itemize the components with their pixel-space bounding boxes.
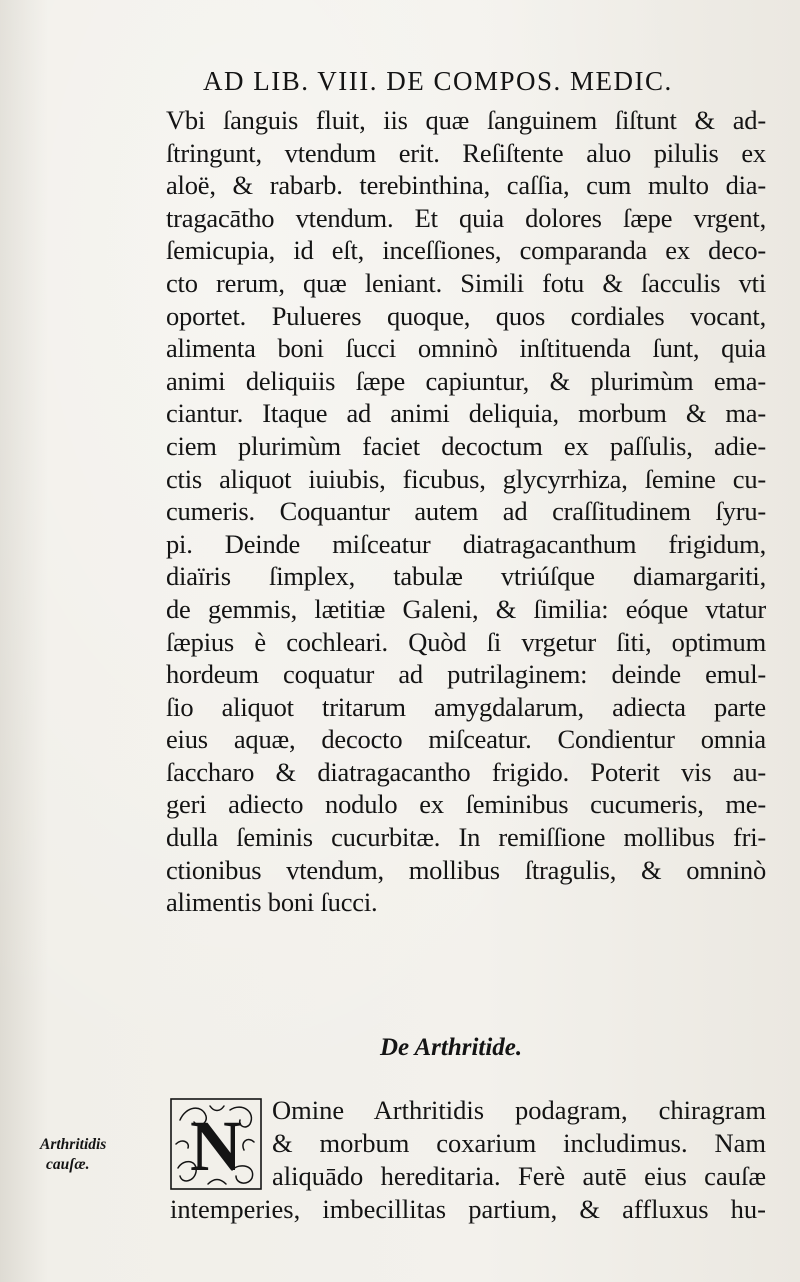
text-line: ctionibus vtendum, mollibus ſtragulis, & omninò	[166, 854, 766, 885]
text-line: & morbum coxarium includimus. Nam	[272, 1128, 766, 1158]
section-text-beside-initial	[272, 1094, 766, 1193]
text-line: alimenta boni ſucci omninò inſtituenda ſunt, quia	[166, 333, 766, 364]
initial-letter: N	[190, 1106, 242, 1186]
text-line: intemperies, imbecillitas partium, & affluxus hu-	[170, 1194, 766, 1224]
text-line: diaïris ſimplex, tabulæ vtriúſque diamargariti,	[166, 561, 766, 592]
marginal-note-line: cauſæ.	[46, 1156, 90, 1173]
text-line: ſæpius è cochleari. Quòd ſi vrgetur ſiti, optimum	[166, 626, 766, 657]
text-line: pi. Deinde miſceatur diatragacanthum frigidum,	[166, 528, 766, 559]
text-line: tragacātho vtendum. Et quia dolores ſæpe vrgent,	[166, 202, 766, 233]
text-line: de gemmis, lætitiæ Galeni, & ſimilia: eóque vtatur	[166, 593, 766, 624]
marginal-note	[40, 1135, 160, 1175]
text-line: eius aquæ, decocto miſceatur. Condientur omnia	[166, 724, 766, 755]
text-line: cto rerum, quæ leniant. Simili fotu & ſacculis vti	[166, 267, 766, 298]
ornate-initial-icon	[170, 1098, 262, 1190]
text-line: ciem plurimùm faciet decoctum ex paſſulis, adie-	[166, 430, 766, 461]
text-line: Vbi ſanguis fluit, iis quæ ſanguinem ſiſtunt & ad-	[166, 105, 766, 135]
text-line: Omine Arthritidis podagram, chiragram	[272, 1095, 766, 1125]
running-head: AD LIB. VIII. DE COMPOS. MEDIC.	[203, 66, 673, 96]
text-line: dulla ſeminis cucurbitæ. In remiſſione mollibus fri-	[166, 822, 766, 853]
marginal-note-line: Arthritidis	[40, 1136, 107, 1153]
text-line: ſaccharo & diatragacantho frigido. Poterit vis au-	[166, 756, 766, 787]
text-line: hordeum coquatur ad putrilaginem: deinde emul-	[166, 659, 766, 690]
text-line: ſemicupia, id eſt, inceſſiones, comparanda ex deco-	[166, 235, 766, 266]
text-line: ſtringunt, vtendum erit. Reſiſtente aluo pilulis ex	[166, 137, 766, 168]
text-line: aloë, & rabarb. terebinthina, caſſia, cum multo dia-	[166, 170, 766, 201]
text-line: ctis aliquot iuiubis, ficubus, glycyrrhiza, ſemine cu-	[166, 463, 766, 494]
text-line: oportet. Pulueres quoque, quos cordiales vocant,	[166, 300, 766, 331]
text-line: alimentis boni ſucci.	[166, 887, 378, 918]
text-line: ſio aliquot tritarum amygdalarum, adiecta parte	[166, 691, 766, 722]
text-line: ciantur. Itaque ad animi deliquia, morbum & ma-	[166, 398, 766, 429]
text-line: aliquādo hereditaria. Ferè autē eius cauſæ	[272, 1161, 766, 1191]
main-text-block	[166, 104, 766, 919]
text-line: geri adiecto nodulo ex ſeminibus cucumeris, me-	[166, 789, 766, 820]
decorated-initial	[170, 1098, 262, 1190]
text-line: animi deliquiis ſæpe capiuntur, & plurimùm ema-	[166, 365, 766, 396]
section-text-after-initial	[170, 1193, 766, 1226]
section-heading: De Arthritide.	[380, 1034, 523, 1061]
text-line: cumeris. Coquantur autem ad craſſitudinem ſyru-	[166, 496, 766, 527]
